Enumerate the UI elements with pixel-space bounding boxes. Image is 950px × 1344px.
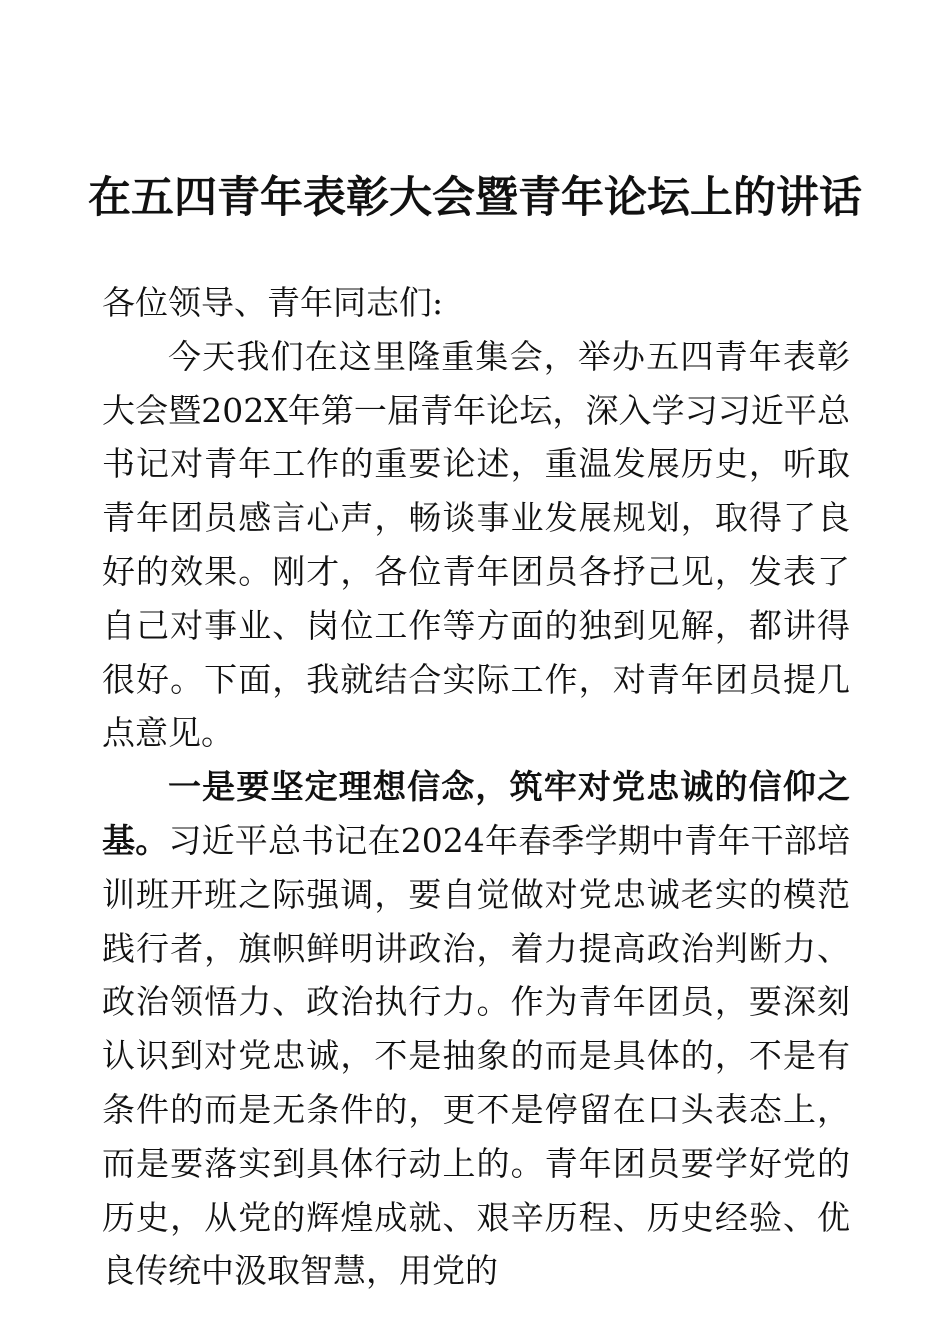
document-body <box>102 276 850 1298</box>
paragraph-2-heading: 一是要坚定理想信念，筑牢对党忠诚的信仰之基。 <box>102 767 850 860</box>
paragraph-2 <box>102 760 850 1298</box>
document-title: 在五四青年表彰大会暨青年论坛上的讲话 <box>88 173 862 223</box>
paragraph-2-body: 习近平总书记在2024年春季学期中青年干部培训班开班之际强调，要自觉做对党忠诚老实的模范践行者，旗帜鲜明讲政治，着力提高政治判断力、政治领悟力、政治执行力。作为青年团员，要深刻认识到对党忠诚，不是抽象的而是具体的，不是有条件的而是无条件的，更不是停留在口头表态上，而是要落实到具体行动上的。青年团员要学好党的历史，从党的辉煌成就、艰辛历程、历史经验、优良传统中汲取智慧，用党的 <box>102 820 851 1291</box>
salutation: 各位领导、青年同志们: <box>102 283 444 322</box>
paragraph-1: 今天我们在这里隆重集会，举办五四青年表彰大会暨202X年第一届青年论坛，深入学习习近平总书记对青年工作的重要论述，重温发展历史，听取青年团员感言心声，畅谈事业发展规划，取得了良好的效果。刚才，各位青年团员各抒己见，发表了自己对事业、岗位工作等方面的独到见解，都讲得很好。下面，我就结合实际工作，对青年团员提几点意见。 <box>102 336 850 753</box>
